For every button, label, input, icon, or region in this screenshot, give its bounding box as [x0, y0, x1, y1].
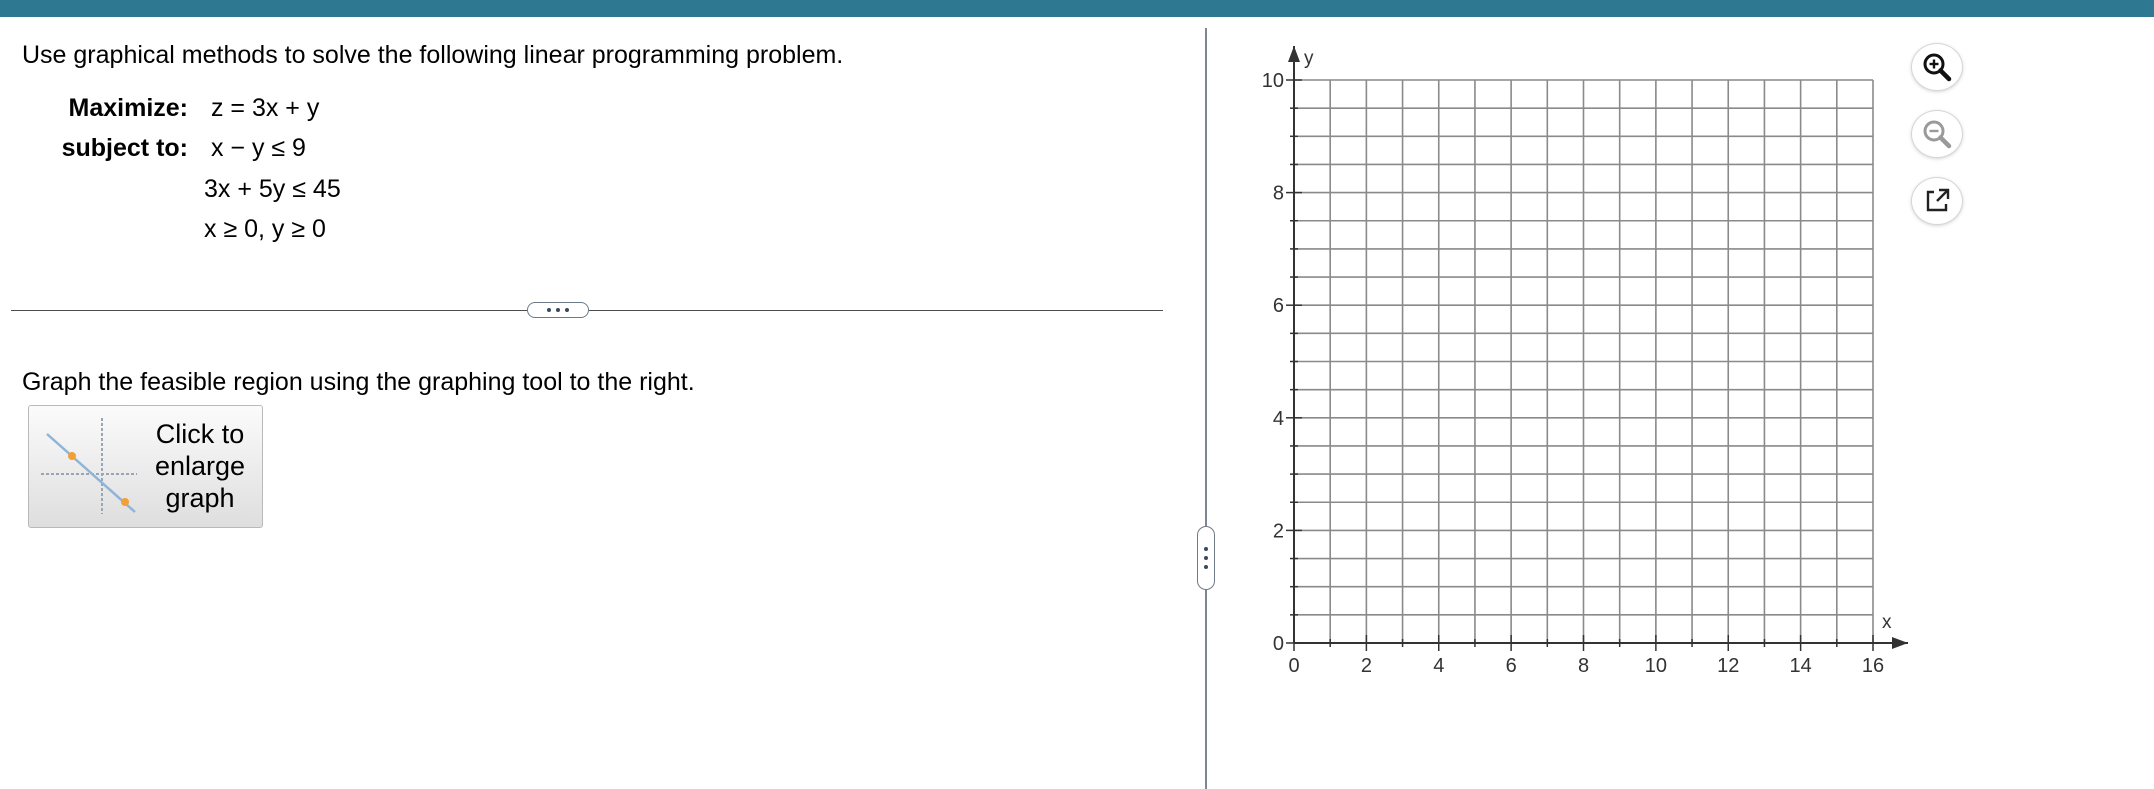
x-axis-arrow — [1892, 637, 1908, 649]
problem-instruction: Use graphical methods to solve the following linear programming problem. — [22, 41, 844, 69]
zoom-in-button[interactable] — [1912, 44, 1962, 90]
objective-function: z = 3x + y — [210, 94, 320, 122]
x-tick-label: 0 — [1288, 655, 1300, 677]
y-axis-arrow — [1288, 46, 1300, 62]
external-link-icon — [1922, 186, 1952, 216]
y-axis-label: y — [1304, 48, 1314, 69]
zoom-in-icon — [1921, 51, 1953, 83]
enlarge-graph-button[interactable] — [28, 405, 263, 528]
top-bar — [0, 0, 2154, 17]
x-axis-label: x — [1882, 612, 1892, 633]
dot — [1204, 565, 1208, 569]
expand-divider-handle[interactable] — [527, 302, 589, 318]
grid-lines — [1294, 80, 1873, 643]
question-pane — [0, 17, 1190, 789]
zoom-out-button[interactable] — [1912, 111, 1962, 157]
zoom-out-icon — [1921, 118, 1953, 150]
graph-thumbnail-icon — [39, 416, 139, 516]
constraint-3: x ≥ 0, y ≥ 0 — [204, 215, 326, 243]
y-tick-label: 4 — [1272, 407, 1284, 430]
x-tick-label: 8 — [1577, 655, 1590, 677]
maximize-label: Maximize: — [68, 94, 188, 122]
pane-splitter — [1205, 28, 1207, 789]
y-tick-label: 2 — [1272, 520, 1284, 543]
popout-button[interactable] — [1912, 178, 1962, 224]
x-tick-label: 14 — [1789, 655, 1812, 677]
dot — [547, 308, 551, 312]
x-tick-label: 16 — [1861, 655, 1885, 677]
x-tick-label: 10 — [1644, 655, 1667, 677]
pane-splitter-handle[interactable] — [1197, 526, 1215, 590]
graph-instruction: Graph the feasible region using the graphing tool to the right. — [22, 368, 695, 396]
dot — [1204, 547, 1208, 551]
subject-to-label: subject to: — [61, 134, 188, 162]
x-tick-label: 2 — [1360, 655, 1372, 677]
x-tick-label: 6 — [1505, 655, 1517, 677]
y-tick-label: 0 — [1272, 633, 1284, 655]
objective-row — [22, 94, 319, 123]
graphing-tool[interactable] — [1240, 40, 1920, 690]
x-tick-label: 12 — [1717, 655, 1740, 677]
dot — [1204, 556, 1208, 560]
y-tick-label: 6 — [1272, 295, 1284, 318]
dot — [565, 308, 569, 312]
dot — [556, 308, 560, 312]
constraint-1: x − y ≤ 9 — [210, 134, 306, 162]
tick-marks — [1286, 80, 1873, 651]
constraint-row — [22, 134, 306, 163]
y-tick-label: 8 — [1272, 182, 1284, 205]
enlarge-graph-label: Click to enlarge graph — [154, 419, 246, 513]
y-tick-label: 10 — [1261, 70, 1284, 92]
constraint-2: 3x + 5y ≤ 45 — [204, 175, 341, 203]
x-tick-label: 4 — [1433, 655, 1445, 677]
